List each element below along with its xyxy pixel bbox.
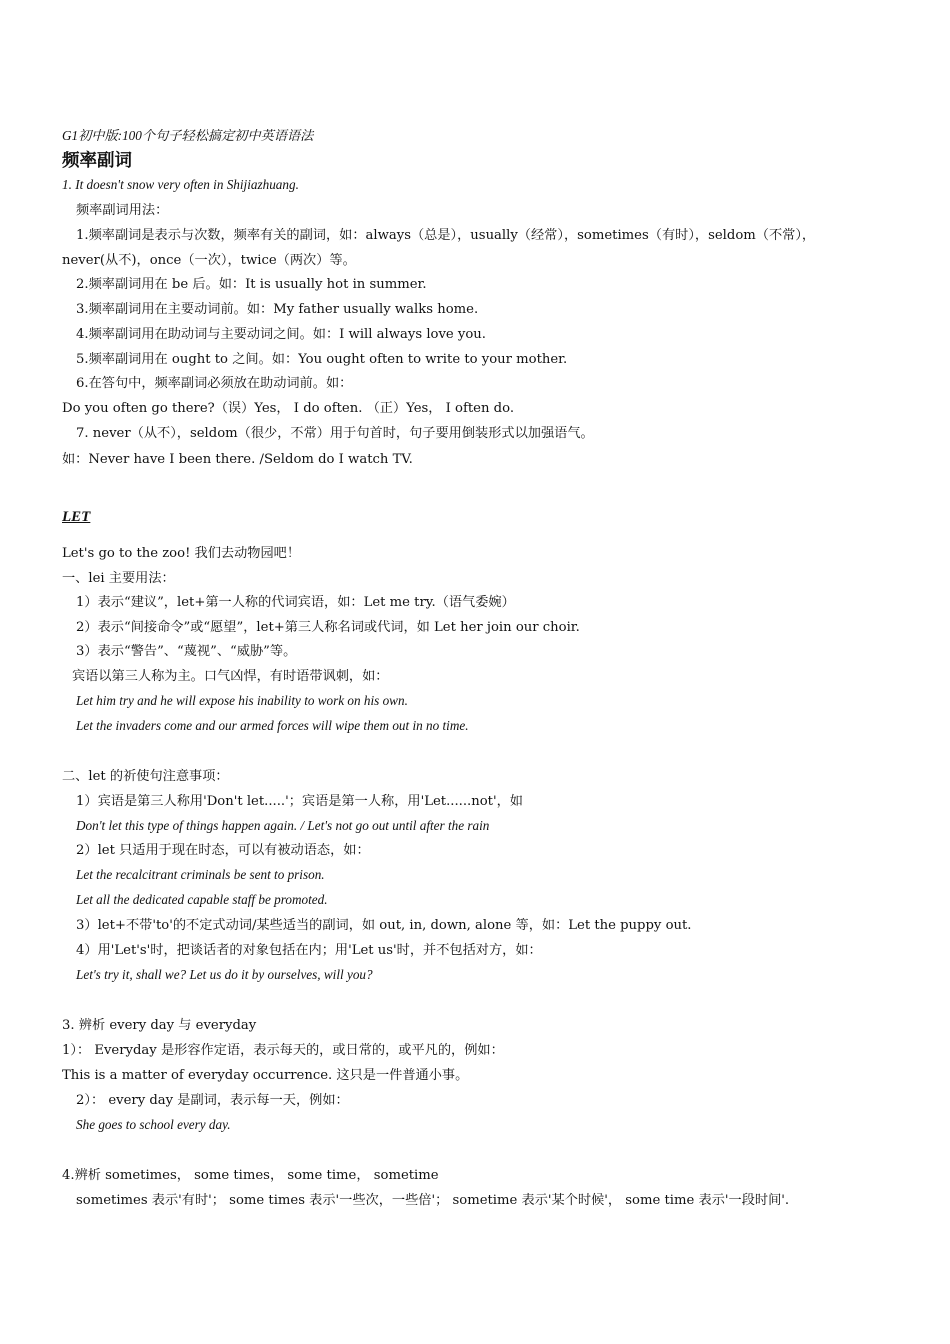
let-usage-3: 3）表示“警告”、“蔑视”、“威胁”等。 [76,644,297,659]
section-heading-let: LET [62,509,91,525]
rule-6: 6.在答句中，频率副词必须放在助动词前。如： [76,376,353,391]
section-3-point-2: 2）： every day 是副词，表示每一天，例如： [76,1093,349,1108]
rule-5: 5.频率副词用在 ought to 之间。如：You ought often to write to your mother. [76,352,568,367]
rule-1-continued: never(从不)，once（一次），twice（两次）等。 [62,253,356,268]
section-heading-frequency-adverbs: 频率副词 [62,151,132,171]
let-example: Let's go to the zoo! 我们去动物园吧！ [62,546,301,561]
let-usage-1: 1）表示“建议”，let+第一人称的代词宾语，如：Let me try.（语气委婉） [76,595,515,610]
let-imperative-2-example-1: Let the recalcitrant criminals be sent to prison. [76,867,325,882]
rule-7-example: 如：Never have I been there. /Seldom do I watch TV. [62,452,413,467]
section-3-point-2-example: She goes to school every day. [76,1117,231,1132]
section-4-explanation: sometimes 表示'有时'； some times 表示'一些次，一些倍'； sometime 表示'某个时候'， some time 表示'一段时间'. [76,1193,790,1208]
rule-4: 4.频率副词用在助动词与主要动词之间。如：I will always love you. [76,327,486,342]
let-imperative-1-example: Don't let this type of things happen again. / Let's not go out until after the rain [76,818,490,833]
let-imperative-heading: 二、let 的祈使句注意事项： [62,769,229,784]
usage-heading: 频率副词用法： [76,203,169,218]
rule-1: 1.频率副词是表示与次数，频率有关的副词，如：always（总是），usually（经常），sometimes（有时），seldom（不常）， [76,228,816,243]
example-sentence-1: 1. It doesn't snow very often in Shijiazhuang. [62,177,299,192]
let-imperative-4-example: Let's try it, shall we? Let us do it by ourselves, will you? [76,967,373,982]
let-usage-heading: 一、lei 主要用法： [62,571,175,586]
let-imperative-2: 2）let 只适用于现在时态，可以有被动语态，如： [76,843,370,858]
section-3-point-1: 1）： Everyday 是形容作定语，表示每天的，或日常的，或平凡的，例如： [62,1043,504,1058]
rule-6-example: Do you often go there?（误）Yes， I do often. （正）Yes， I often do. [62,401,515,416]
let-imperative-2-example-2: Let all the dedicated capable staff be promoted. [76,892,328,907]
let-usage-3-note: 宾语以第三人称为主。口气凶悍，有时语带讽刺，如： [72,669,389,684]
rule-3: 3.频率副词用在主要动词前。如：My father usually walks home. [76,302,479,317]
let-imperative-3: 3）let+不带'to'的不定式动词/某些适当的副词，如 out, in, down, alone 等，如：Let the puppy out. [76,918,692,933]
let-usage-3-example-2: Let the invaders come and our armed forces will wipe them out in no time. [76,718,469,733]
let-usage-3-example-1: Let him try and he will expose his inability to work on his own. [76,693,408,708]
let-usage-2: 2）表示“间接命令”或“愿望”，let+第三人称名词或代词，如 Let her join our choir. [76,620,580,635]
let-imperative-1: 1）宾语是第三人称用'Don't let.....'；宾语是第一人称，用'Let......not'，如 [76,794,523,809]
section-4-heading: 4.辨析 sometimes， some times， some time， sometime [62,1168,439,1183]
document-subtitle: G1初中版:100个句子轻松搞定初中英语语法 [62,128,314,143]
rule-7: 7. never（从不），seldom（很少，不常）用于句首时，句子要用倒装形式以加强语气。 [76,426,594,441]
section-3-point-1-example: This is a matter of everyday occurrence. 这只是一件普通小事。 [62,1068,469,1083]
rule-2: 2.频率副词用在 be 后。如：It is usually hot in summer. [76,277,427,292]
section-3-heading: 3. 辨析 every day 与 everyday [62,1018,257,1033]
let-imperative-4: 4）用'Let's'时，把谈话者的对象包括在内；用'Let us'时，并不包括对方，如： [76,943,542,958]
